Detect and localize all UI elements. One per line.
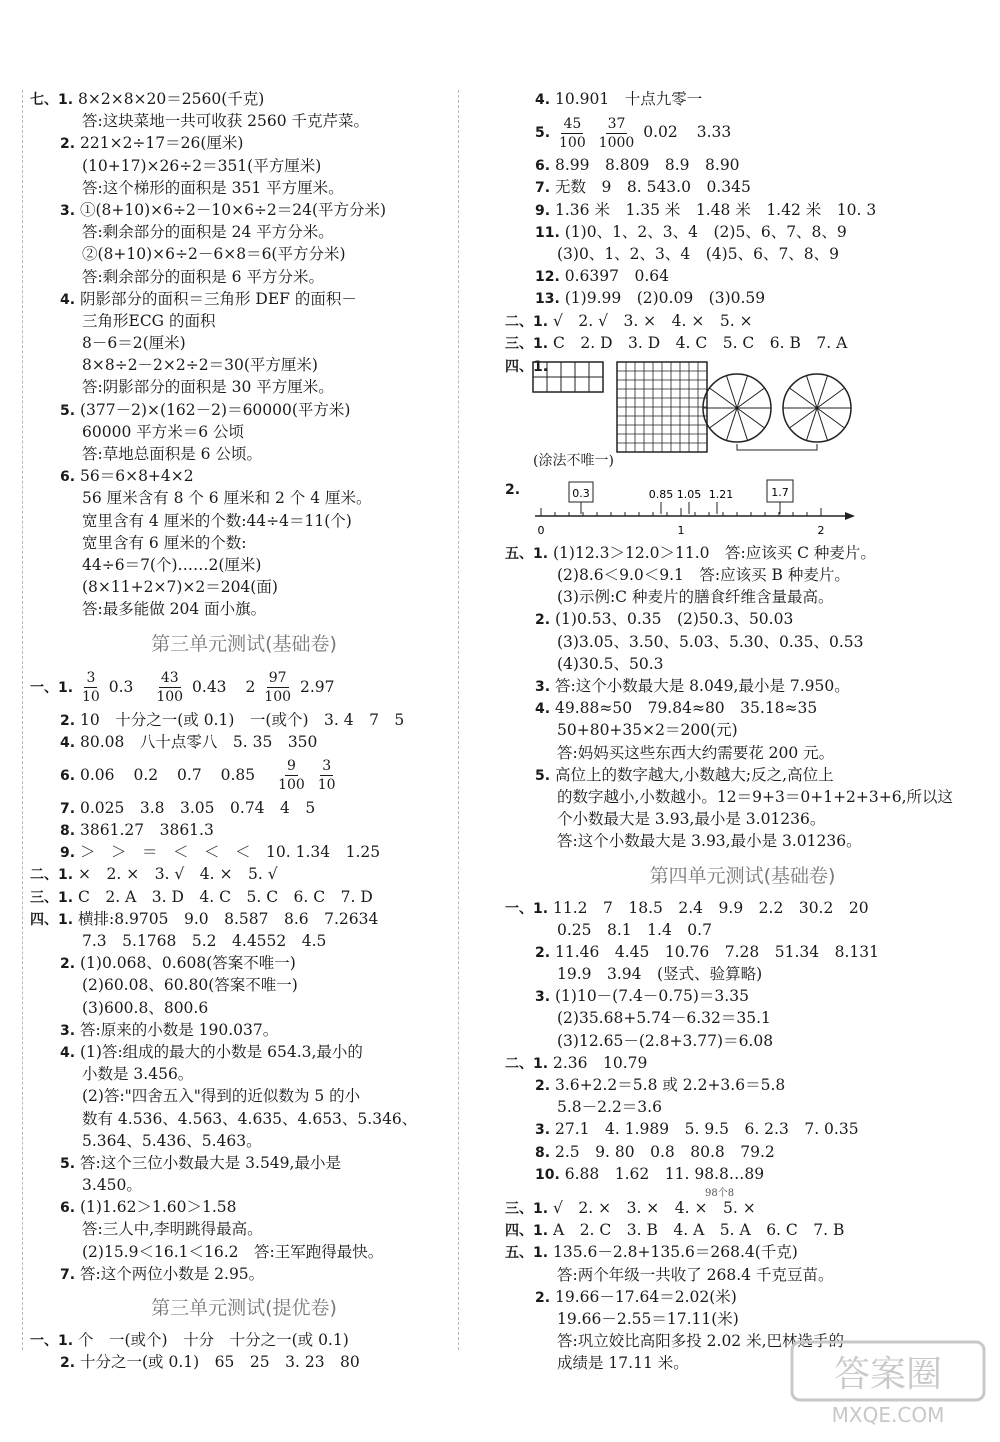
item-number: 3.	[535, 679, 551, 695]
answer-line	[30, 731, 458, 753]
item-number: 11.	[535, 224, 560, 241]
answer-line	[30, 465, 458, 487]
answer-line	[505, 719, 980, 741]
answer-line	[505, 786, 980, 808]
tick-label: 1.21	[708, 487, 734, 501]
item-number: 13.	[535, 291, 560, 308]
answer-text: 答:最多能做 204 面小旗。	[82, 600, 267, 619]
item-number: 二、1.	[505, 313, 549, 330]
watermark-logo	[788, 1338, 988, 1428]
unit3-basic-answers-b	[30, 797, 458, 1285]
answer-line	[505, 675, 980, 697]
answer-line	[505, 1197, 980, 1219]
item-number: 3.	[535, 989, 551, 1006]
answer-line	[505, 985, 980, 1007]
answer-line	[30, 177, 458, 199]
answer-text: 高位上的数字越大,小数越大;反之,高位上	[555, 765, 834, 784]
answer-text: 答:妈妈买这些东西大约需要花 200 元。	[557, 743, 835, 762]
answer-line	[30, 1063, 458, 1085]
fraction: $\frac{9}{100}$	[278, 758, 305, 794]
grid-10-figure	[533, 362, 603, 392]
answer-line	[505, 1264, 980, 1286]
watermark-url: MXQE.COM	[831, 1403, 945, 1427]
unit4-basic-heading: 第四单元测试(基础卷)	[649, 864, 836, 887]
fraction: $\frac{43}{100}$	[156, 670, 184, 705]
item-number: 2.	[60, 136, 76, 153]
answer-text: 221×2÷17＝26(厘米)	[80, 134, 244, 153]
answer-text: 答:这个梯形的面积是 351 平方厘米。	[82, 178, 344, 197]
answer-text: 0.025 3.8 3.05 0.74 4 5	[80, 798, 316, 817]
answer-text: (3)0、1、2、3、4 (4)5、6、7、8、9	[557, 244, 840, 263]
answer-text: 答:这个小数最大是 8.049,最小是 7.950。	[555, 677, 850, 695]
answer-line	[30, 199, 458, 221]
item-number: 6.	[60, 767, 76, 784]
item-number: 四、1.	[30, 911, 74, 928]
answer-text: 数有 4.536、4.563、4.635、4.653、5.346、	[82, 1109, 418, 1128]
answer-text: 3.6+2.2＝5.8 或 2.2+3.6＝5.8	[555, 1076, 786, 1094]
answer-text: × 2. × 3. √ 4. × 5. √	[78, 865, 278, 884]
answer-value: 0.43	[192, 677, 227, 696]
answer-value: 0.2	[133, 765, 159, 784]
answer-text: 50+80+35×2＝200(元)	[557, 721, 738, 740]
answer-line	[505, 88, 980, 110]
answer-line	[30, 532, 458, 554]
answer-text: (3)3.05、3.50、5.03、5.30、0.35、0.53	[557, 632, 864, 651]
item-number: 2.	[535, 612, 551, 629]
left-column	[30, 88, 458, 1373]
answer-text: (1)1.62＞1.60＞1.58	[80, 1198, 237, 1217]
answer-text: 5.8－2.2＝3.6	[557, 1098, 662, 1117]
item-number: 9.	[60, 845, 76, 862]
answer-text: 27.1 4. 1.989 5. 9.5 6. 2.3 7. 0.35	[555, 1120, 859, 1139]
item-number: 5.	[535, 125, 551, 142]
answer-line	[30, 1108, 458, 1130]
unit3-basic-heading: 第三单元测试(基础卷)	[151, 632, 337, 655]
answer-line	[30, 376, 458, 398]
answer-line	[505, 608, 980, 630]
answer-text: (1)12.3＞12.0＞11.0 答:应该买 C 种麦片。	[553, 543, 876, 562]
answer-text: (1)0.068、0.608(答案不唯一)	[80, 954, 296, 973]
answer-value: 0.7	[177, 765, 202, 784]
answer-line	[30, 863, 458, 885]
answer-line	[30, 1241, 458, 1263]
shading-note: (涂法不唯一)	[533, 452, 614, 469]
answer-text: (1)9.99 (2)0.09 (3)0.59	[564, 289, 766, 308]
answer-text: C 2. A 3. D 4. C 5. C 6. C 7. D	[78, 887, 373, 906]
answer-line	[30, 421, 458, 443]
answer-text: ②(8+10)×6÷2－6×8＝6(平方分米)	[82, 245, 346, 264]
circle-figure-left	[703, 374, 771, 442]
answer-text: (2)8.6＜9.0＜9.1 答:应该买 B 种麦片。	[557, 566, 850, 585]
answer-line	[505, 1308, 980, 1330]
fraction: $\frac{45}{100}$	[559, 115, 586, 151]
answer-line	[505, 919, 980, 941]
answer-text: ＞ ＞ ＝ ＜ ＜ ＜ 10. 1.34 1.25	[80, 843, 381, 862]
item-number: 5.	[60, 402, 76, 419]
answer-text: (4)30.5、50.3	[557, 654, 664, 673]
answer-line	[30, 110, 458, 132]
answer-text: 个 一(或个) 十分 十分之一(或 0.1)	[78, 1331, 349, 1349]
answer-line	[30, 88, 458, 110]
answer-text: (3)12.65－(2.8+3.77)＝6.08	[557, 1031, 774, 1050]
answer-value: 0.06	[80, 765, 115, 784]
answer-line	[30, 1196, 458, 1218]
answer-text: 十分之一(或 0.1) 65 25 3. 23 80	[80, 1353, 360, 1372]
answer-text: 2.36 10.79	[553, 1053, 648, 1072]
answer-line	[505, 1096, 980, 1118]
answer-text: √ 2. √ 3. × 4. × 5. ×	[553, 311, 753, 330]
item-number: 9.	[535, 202, 551, 219]
answer-value: 2	[245, 677, 256, 696]
answer-text: 答:草地总面积是 6 公顷。	[82, 445, 262, 463]
item-number: 8.	[535, 1144, 551, 1161]
tick-label: 0	[537, 523, 545, 537]
item-number: 一、1.	[30, 679, 74, 696]
answer-line	[505, 653, 980, 675]
answer-line	[505, 332, 980, 354]
answer-text: A 2. C 3. B 4. A 5. A 6. C 7. B	[553, 1221, 845, 1240]
answer-text: (2)15.9＜16.1＜16.2 答:王军跑得最快。	[82, 1242, 384, 1261]
item-number: 三、1.	[505, 335, 549, 352]
answer-text: 6.88 1.62 11. 98.8…89	[564, 1164, 765, 1183]
answer-text: (3)示例:C 种麦片的膳食纤维含量最高。	[557, 588, 834, 607]
answer-text: 8×2×8×20＝2560(千克)	[78, 90, 265, 108]
item-number: 2.	[535, 1078, 551, 1094]
right-column	[505, 88, 980, 1374]
answer-line	[30, 155, 458, 177]
answer-text: 宽里含有 6 厘米的个数:	[82, 533, 247, 552]
answer-text: 成绩是 17.11 米。	[557, 1354, 689, 1373]
answer-line	[30, 1019, 458, 1041]
item-number: 10.	[535, 1166, 560, 1183]
answer-text: 5.364、5.436、5.463。	[82, 1131, 262, 1150]
answer-text: 11.2 7 18.5 2.4 9.9 2.2 30.2 20	[553, 898, 869, 917]
answer-text: (377－2)×(162－2)＝60000(平方米)	[80, 400, 351, 419]
item-number: 4.	[535, 701, 551, 718]
answer-line	[505, 1007, 980, 1029]
answer-line	[505, 221, 980, 243]
item-number: 2.	[60, 1355, 76, 1372]
answer-text: √ 2. × 3. × 4. × 5. ×	[553, 1198, 756, 1217]
answer-text: 0.25 8.1 1.4 0.7	[557, 920, 712, 939]
answer-text: 答:原来的小数是 190.037。	[80, 1020, 279, 1039]
answer-text: (1)10－(7.4－0.75)＝3.35	[555, 987, 749, 1006]
answer-line	[505, 1052, 980, 1074]
answer-line	[505, 287, 980, 309]
answer-text: 答:两个年级一共收了 268.4 千克豆苗。	[557, 1265, 834, 1284]
answer-line	[30, 399, 458, 421]
answer-line-fractions	[505, 110, 980, 154]
item-number: 四、1.	[505, 1223, 549, 1240]
answer-line	[30, 243, 458, 265]
answer-text: 答:剩余部分的面积是 24 平方分米。	[82, 223, 334, 242]
item-number: 7.	[60, 1266, 76, 1283]
answer-text: 49.88≈50 79.84≈80 35.18≈35	[555, 699, 818, 718]
answer-text: (3)600.8、800.6	[82, 998, 209, 1017]
circle-figure-right	[783, 374, 851, 442]
answer-text: 8.99 8.809 8.9 8.90	[555, 156, 740, 175]
answer-text: 10 十分之一(或 0.1) 一(或个) 3. 4 7 5	[80, 710, 405, 729]
answer-line	[505, 941, 980, 963]
answer-line	[30, 974, 458, 996]
answer-text: (2)60.08、60.80(答案不唯一)	[82, 976, 298, 995]
small-note-line	[505, 1185, 980, 1197]
item-number: 2.	[535, 1289, 551, 1306]
answer-text: 10.901 十点九零一	[555, 90, 703, 108]
item-number: 2.	[505, 481, 521, 498]
answer-text: 2.5 9. 80 0.8 80.8 79.2	[555, 1142, 775, 1161]
answer-line	[30, 354, 458, 376]
answer-text: (2)答:"四舍五入"得到的近似数为 5 的小	[82, 1087, 361, 1106]
column-divider	[458, 90, 459, 1350]
item-number: 三、1.	[505, 1200, 549, 1217]
answer-line	[505, 1118, 980, 1140]
answer-text: 19.9 3.94 (竖式、验算略)	[557, 965, 763, 984]
item-number: 2.	[60, 956, 76, 973]
answer-text: 小数是 3.456。	[82, 1065, 194, 1084]
item-number: 五、1.	[505, 545, 549, 562]
answer-line	[30, 1085, 458, 1107]
answer-line	[505, 742, 980, 764]
answer-text: 答:巩立姣比高阳多投 2.02 米,巴林选手的	[557, 1332, 845, 1351]
number-line-area	[505, 474, 980, 542]
answer-line	[30, 221, 458, 243]
answer-text: 无数 9 8. 543.0 0.345	[555, 178, 751, 197]
answer-line	[505, 1030, 980, 1052]
item-number: 一、1.	[505, 900, 549, 917]
answer-line	[505, 808, 980, 830]
item-number: 12.	[535, 269, 560, 286]
answer-line-fractions	[30, 753, 458, 797]
figure-area	[505, 354, 980, 474]
answer-line	[505, 1074, 980, 1096]
answer-line	[30, 1329, 458, 1351]
answer-line	[30, 1351, 458, 1373]
answer-line	[30, 908, 458, 930]
answer-text: 个小数最大是 3.93,最小是 3.01236。	[557, 810, 826, 829]
item-number: 6.	[60, 1200, 76, 1217]
answer-value: 0.3	[108, 677, 134, 696]
right-mid-answers	[505, 154, 980, 354]
answer-line	[30, 930, 458, 952]
answer-text: 7.3 5.1768 5.2 4.4552 4.5	[82, 932, 327, 950]
item-number: 四、1.	[505, 358, 549, 375]
answer-text: 答:这块菜地一共可收获 2560 千克芹菜。	[82, 112, 370, 131]
answer-line	[30, 841, 458, 863]
answer-line	[505, 199, 980, 221]
item-number: 2.	[535, 944, 551, 961]
number-line	[505, 474, 980, 542]
answer-line	[505, 897, 980, 919]
answer-value: 0.85	[220, 765, 256, 784]
item-number: 6.	[60, 469, 76, 486]
answer-text: 的数字越小,小数越小。12＝9+3＝0+1+2+3+6,所以这	[557, 787, 954, 806]
item-number: 6.	[535, 158, 551, 175]
answer-text: 横排:8.9705 9.0 8.587 8.6 7.2634	[78, 909, 379, 928]
answer-line	[505, 631, 980, 653]
answer-line	[505, 1163, 980, 1185]
item-number: 4.	[60, 734, 76, 751]
answer-text: 答:三人中,李明跳得最高。	[82, 1220, 263, 1239]
answer-text: 135.6－2.8+135.6＝268.4(千克)	[553, 1243, 798, 1262]
answer-line	[30, 288, 458, 310]
answer-line	[30, 1218, 458, 1240]
right-section-five-answers	[505, 542, 980, 853]
answer-text: 56＝6×8+4×2	[80, 467, 194, 486]
fraction: $\frac{97}{100}$	[264, 670, 292, 705]
answer-text: 宽里含有 4 厘米的个数:44÷4＝11(个)	[82, 511, 352, 530]
answer-line	[30, 576, 458, 598]
answer-text: 3.450。	[82, 1176, 142, 1195]
answer-line	[505, 243, 980, 265]
answer-text: 3861.27 3861.3	[80, 821, 214, 840]
answer-line	[30, 487, 458, 509]
item-number: 7.	[60, 800, 76, 817]
answer-text: (2)35.68+5.74－6.32＝35.1	[557, 1009, 771, 1028]
grid-100-figure	[617, 362, 707, 452]
bracket-line	[737, 444, 817, 450]
answer-text: 11.46 4.45 10.76 7.28 51.34 8.131	[555, 942, 880, 961]
fraction: $\frac{3}{10}$	[317, 758, 336, 794]
answer-text: ①(8+10)×6÷2－10×6÷2＝24(平方分米)	[80, 200, 387, 219]
answer-line	[30, 997, 458, 1019]
answer-line	[30, 1174, 458, 1196]
answer-line	[30, 132, 458, 154]
answer-line	[30, 332, 458, 354]
answer-text: 答:这个两位小数是 2.95。	[80, 1264, 265, 1283]
item-number: 二、1.	[505, 1055, 549, 1072]
answer-text: (1)0.53、0.35 (2)50.3、50.03	[555, 610, 794, 629]
answer-line	[505, 1241, 980, 1263]
tick-label: 1.05	[676, 487, 702, 501]
answer-line	[505, 963, 980, 985]
item-number: 5.	[535, 767, 551, 784]
answer-line	[505, 265, 980, 287]
answer-text: 答:剩余部分的面积是 6 平方分米。	[82, 267, 324, 286]
left-margin-rule	[22, 90, 23, 1350]
section-seven-answers	[30, 88, 458, 621]
answer-text: 三角形ECG 的面积	[82, 311, 216, 330]
answer-text: 19.66－2.55＝17.11(米)	[557, 1309, 739, 1328]
answer-line	[30, 510, 458, 532]
answer-line	[505, 764, 980, 786]
answer-line	[505, 542, 980, 564]
answer-line	[30, 886, 458, 908]
item-number: 三、1.	[30, 889, 74, 906]
answer-line	[505, 154, 980, 176]
answer-value: 0.02	[643, 123, 678, 142]
answer-line	[30, 266, 458, 288]
answer-text: 8－6＝2(厘米)	[82, 334, 186, 353]
tick-label: 1	[677, 523, 685, 537]
answer-text: C 2. D 3. D 4. C 5. C 6. B 7. A	[553, 333, 848, 352]
item-number: 3.	[60, 1022, 76, 1039]
answer-line	[30, 1263, 458, 1285]
unit3-basic-answers-a	[30, 709, 458, 753]
answer-text: (10+17)×26÷2＝351(平方厘米)	[82, 156, 322, 175]
answer-line	[505, 586, 980, 608]
answer-line	[30, 1041, 458, 1063]
item-number: 五、1.	[505, 1245, 549, 1262]
answer-text: 答:阴影部分的面积是 30 平方厘米。	[82, 378, 334, 397]
answer-line	[30, 310, 458, 332]
tick-label: 0.85	[648, 487, 674, 501]
answer-line	[30, 819, 458, 841]
item-number: 3.	[535, 1122, 551, 1139]
answer-text: (1)0、1、2、3、4 (2)5、6、7、8、9	[564, 222, 847, 241]
answer-value: 3.33	[696, 123, 732, 142]
answer-line	[30, 443, 458, 465]
answer-line	[505, 697, 980, 719]
answer-line-fractions	[30, 665, 458, 709]
item-number: 2.	[60, 712, 76, 729]
unit3-advanced-heading: 第三单元测试(提优卷)	[151, 1297, 337, 1319]
item-number: 二、1.	[30, 867, 74, 884]
answer-text: 44÷6＝7(个)……2(厘米)	[82, 555, 262, 574]
item-number: 3.	[60, 202, 76, 219]
answer-line	[30, 709, 458, 731]
answer-line	[505, 1141, 980, 1163]
answer-text: 答:这个小数最大是 3.93,最小是 3.01236。	[557, 832, 862, 851]
answer-line	[505, 310, 980, 332]
answer-line	[30, 1152, 458, 1174]
watermark-text: 答案圈	[833, 1354, 943, 1395]
answer-text: (8×11+2×7)×2＝204(面)	[82, 578, 278, 597]
unit4-answers-a	[505, 897, 980, 1185]
item-number: 5.	[60, 1155, 76, 1172]
answer-text: 80.08 八十点零八 5. 35 350	[80, 732, 318, 751]
answer-text: 0.6397 0.64	[564, 267, 669, 286]
answer-line	[30, 952, 458, 974]
item-number: 4.	[60, 291, 76, 308]
item-number: 7.	[535, 180, 551, 197]
item-number: 4.	[60, 1044, 76, 1061]
item-number: 8.	[60, 823, 76, 840]
answer-text: 19.66－17.64＝2.02(米)	[555, 1287, 737, 1306]
box-label: 0.3	[572, 486, 590, 500]
answer-line	[30, 797, 458, 819]
answer-line	[505, 1286, 980, 1308]
item-number: 一、1.	[30, 1333, 74, 1349]
answer-text: 60000 平方米＝6 公顷	[82, 422, 245, 441]
count-note: 98个8	[705, 1187, 735, 1199]
answer-line	[505, 830, 980, 852]
box-label: 1.7	[771, 485, 789, 499]
answer-line	[30, 598, 458, 620]
answer-text: (1)答:组成的最大的小数是 654.3,最小的	[80, 1042, 363, 1061]
answer-value: 2.97	[299, 677, 335, 696]
answer-text: 答:这个三位小数最大是 3.549,最小是	[80, 1153, 341, 1172]
item-number: 4.	[535, 92, 551, 108]
fraction: $\frac{37}{1000}$	[598, 115, 635, 151]
answer-line	[505, 1219, 980, 1241]
answer-line	[30, 1130, 458, 1152]
fraction: $\frac{3}{10}$	[82, 670, 100, 705]
item-number: 七、1.	[30, 92, 74, 108]
answer-text: 8×8÷2－2×2÷2＝30(平方厘米)	[82, 356, 318, 375]
answer-text: 阴影部分的面积＝三角形 DEF 的面积－	[80, 289, 357, 308]
right-top-answers	[505, 88, 980, 110]
answer-text: 1.36 米 1.35 米 1.48 米 1.42 米 10. 3	[555, 200, 877, 219]
tick-label: 2	[817, 523, 825, 537]
answer-line	[505, 176, 980, 198]
unit3-advanced-answers	[30, 1329, 458, 1373]
answer-text: 56 厘米含有 8 个 6 厘米和 2 个 4 厘米。	[82, 489, 372, 508]
answer-line	[30, 554, 458, 576]
answer-line	[505, 564, 980, 586]
